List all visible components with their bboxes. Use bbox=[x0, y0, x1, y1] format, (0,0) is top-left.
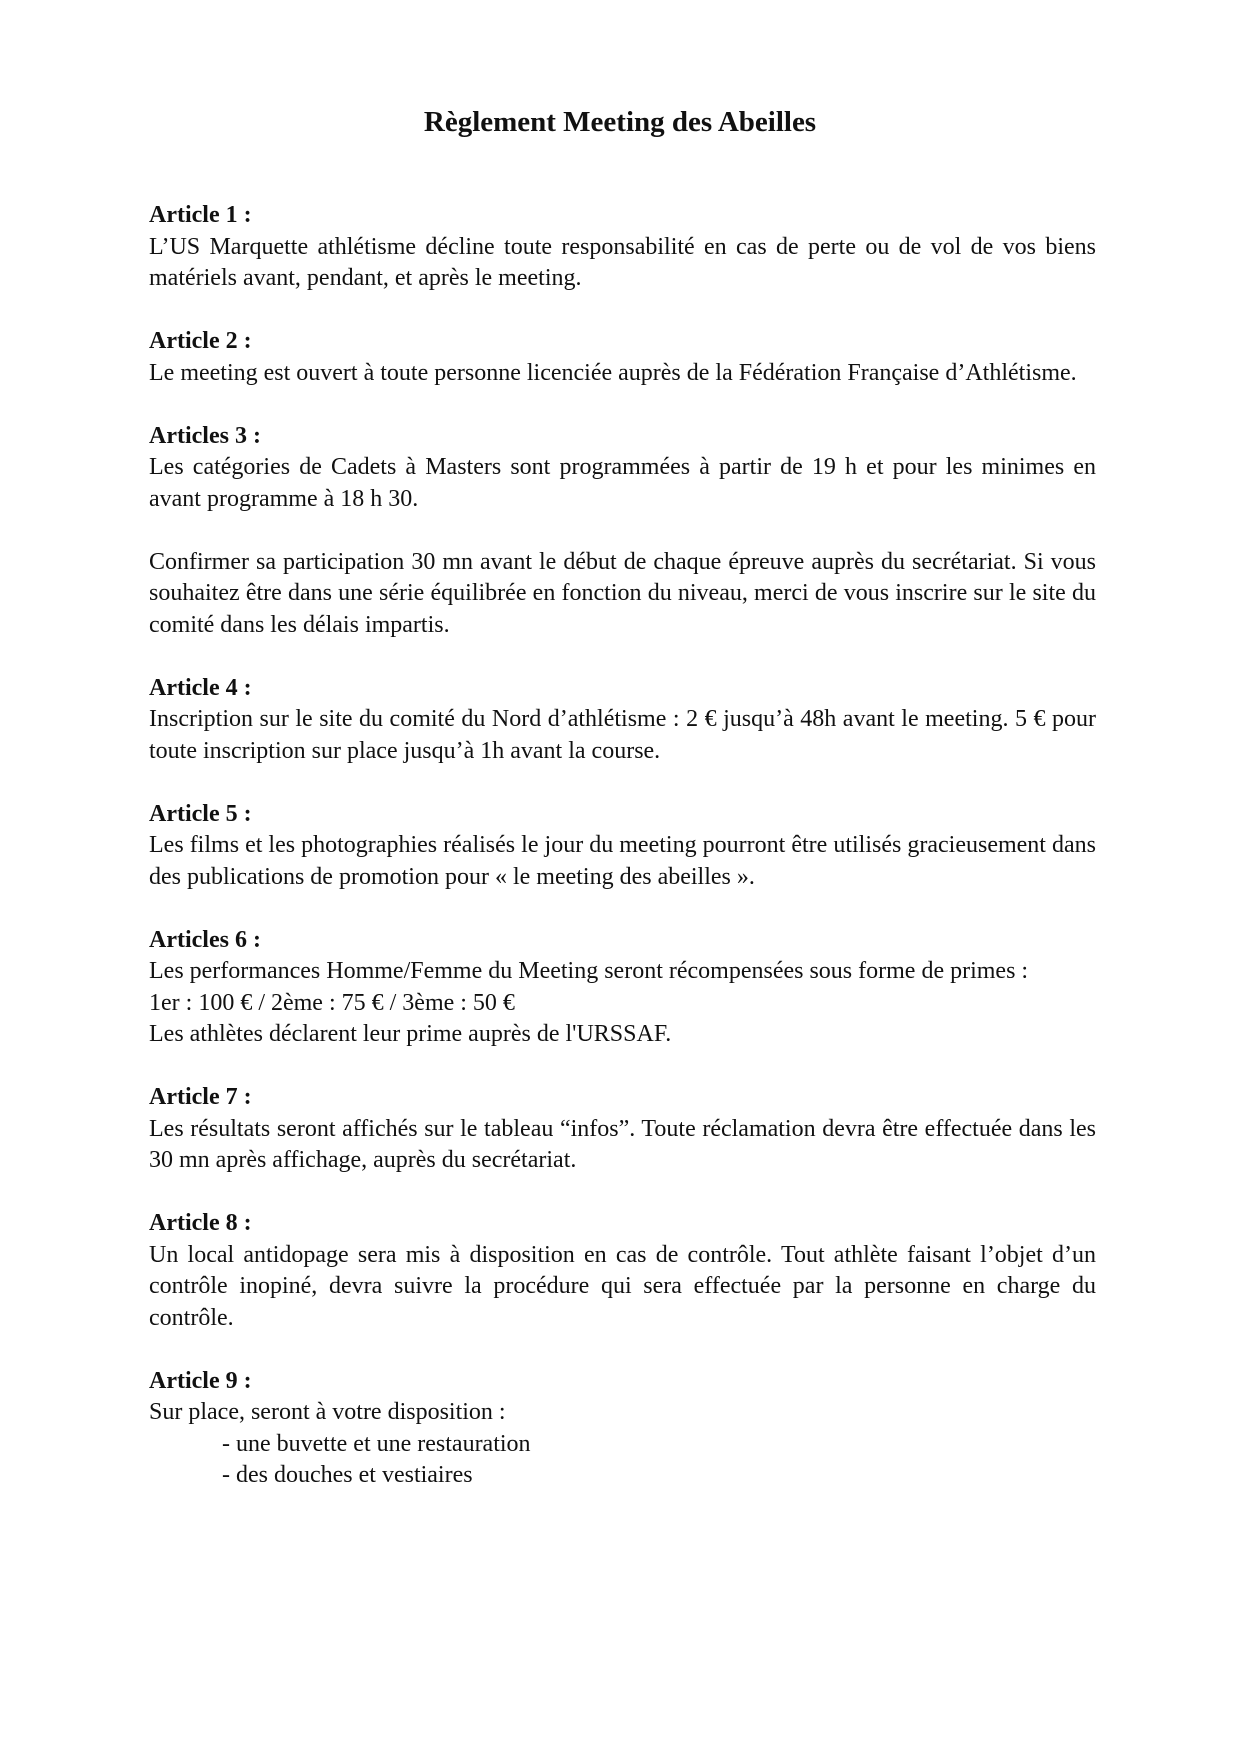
article-heading: Article 1 : bbox=[149, 202, 252, 228]
document-body bbox=[149, 200, 1096, 1523]
amenities-list bbox=[149, 1429, 1096, 1492]
article-heading: Article 8 : bbox=[149, 1210, 252, 1236]
article-5 bbox=[149, 799, 1096, 894]
article-heading: Articles 3 : bbox=[149, 422, 261, 449]
article-text: Les performances Homme/Femme du Meeting seront récompensées sous forme de primes : bbox=[149, 958, 1029, 984]
article-text: Les films et les photographies réalisés le jour du meeting pourront être utilisés gracieusement dans des publications de promotion pour « le meeting des abeilles ». bbox=[149, 832, 1096, 890]
article-9 bbox=[149, 1366, 1096, 1492]
list-item: - des douches et vestiaires bbox=[222, 1462, 473, 1488]
document-title: Règlement Meeting des Abeilles bbox=[423, 106, 817, 138]
article-text: L’US Marquette athlétisme décline toute responsabilité en cas de perte ou de vol de vos biens matériels avant, pendant, et après le meeting. bbox=[149, 233, 1096, 291]
article-text: Le meeting est ouvert à toute personne licenciée auprès de la Fédération Française d’Athlétisme. bbox=[149, 359, 1077, 386]
article-text: Inscription sur le site du comité du Nord d’athlétisme : 2 € jusqu’à 48h avant le meeting. 5 € pour toute inscription sur place jusqu’à 1h avant la course. bbox=[149, 706, 1096, 764]
article-1 bbox=[149, 200, 1096, 295]
article-text: Un local antidopage sera mis à disposition en cas de contrôle. Tout athlète faisant l’objet d’un contrôle inopiné, devra suivre la procédure qui sera effectuée par la personne en charge du contrôle. bbox=[149, 1241, 1096, 1331]
article-4 bbox=[149, 673, 1096, 768]
article-heading: Article 5 : bbox=[149, 800, 252, 827]
article-heading: Articles 6 : bbox=[149, 926, 261, 953]
article-2 bbox=[149, 326, 1096, 389]
article-text-line: Les athlètes déclarent leur prime auprès de l'URSSAF. bbox=[149, 1021, 672, 1047]
article-6 bbox=[149, 925, 1096, 1051]
article-text: Sur place, seront à votre disposition : bbox=[149, 1399, 506, 1425]
article-heading: Article 7 : bbox=[149, 1084, 252, 1110]
article-8 bbox=[149, 1208, 1096, 1334]
list-item: - une buvette et une restauration bbox=[222, 1430, 531, 1457]
article-heading: Article 4 : bbox=[149, 674, 252, 701]
article-text-continued: Confirmer sa participation 30 mn avant le début de chaque épreuve auprès du secrétariat. Si vous souhaitez être dans une série équilibrée en fonction du niveau, merci de vous inscrire sur le site du comité dans les délais impartis. bbox=[149, 548, 1096, 638]
article-3 bbox=[149, 421, 1096, 642]
article-heading: Article 2 : bbox=[149, 328, 252, 354]
article-text: Les catégories de Cadets à Masters sont programmées à partir de 19 h et pour les minimes en avant programme à 18 h 30. bbox=[149, 454, 1096, 512]
article-text: Les résultats seront affichés sur le tableau “infos”. Toute réclamation devra être effectuée dans les 30 mn après affichage, auprès du secrétariat. bbox=[149, 1115, 1096, 1173]
article-heading: Article 9 : bbox=[149, 1367, 252, 1394]
prize-amounts: 1er : 100 € / 2ème : 75 € / 3ème : 50 € bbox=[149, 989, 515, 1016]
article-7 bbox=[149, 1082, 1096, 1177]
